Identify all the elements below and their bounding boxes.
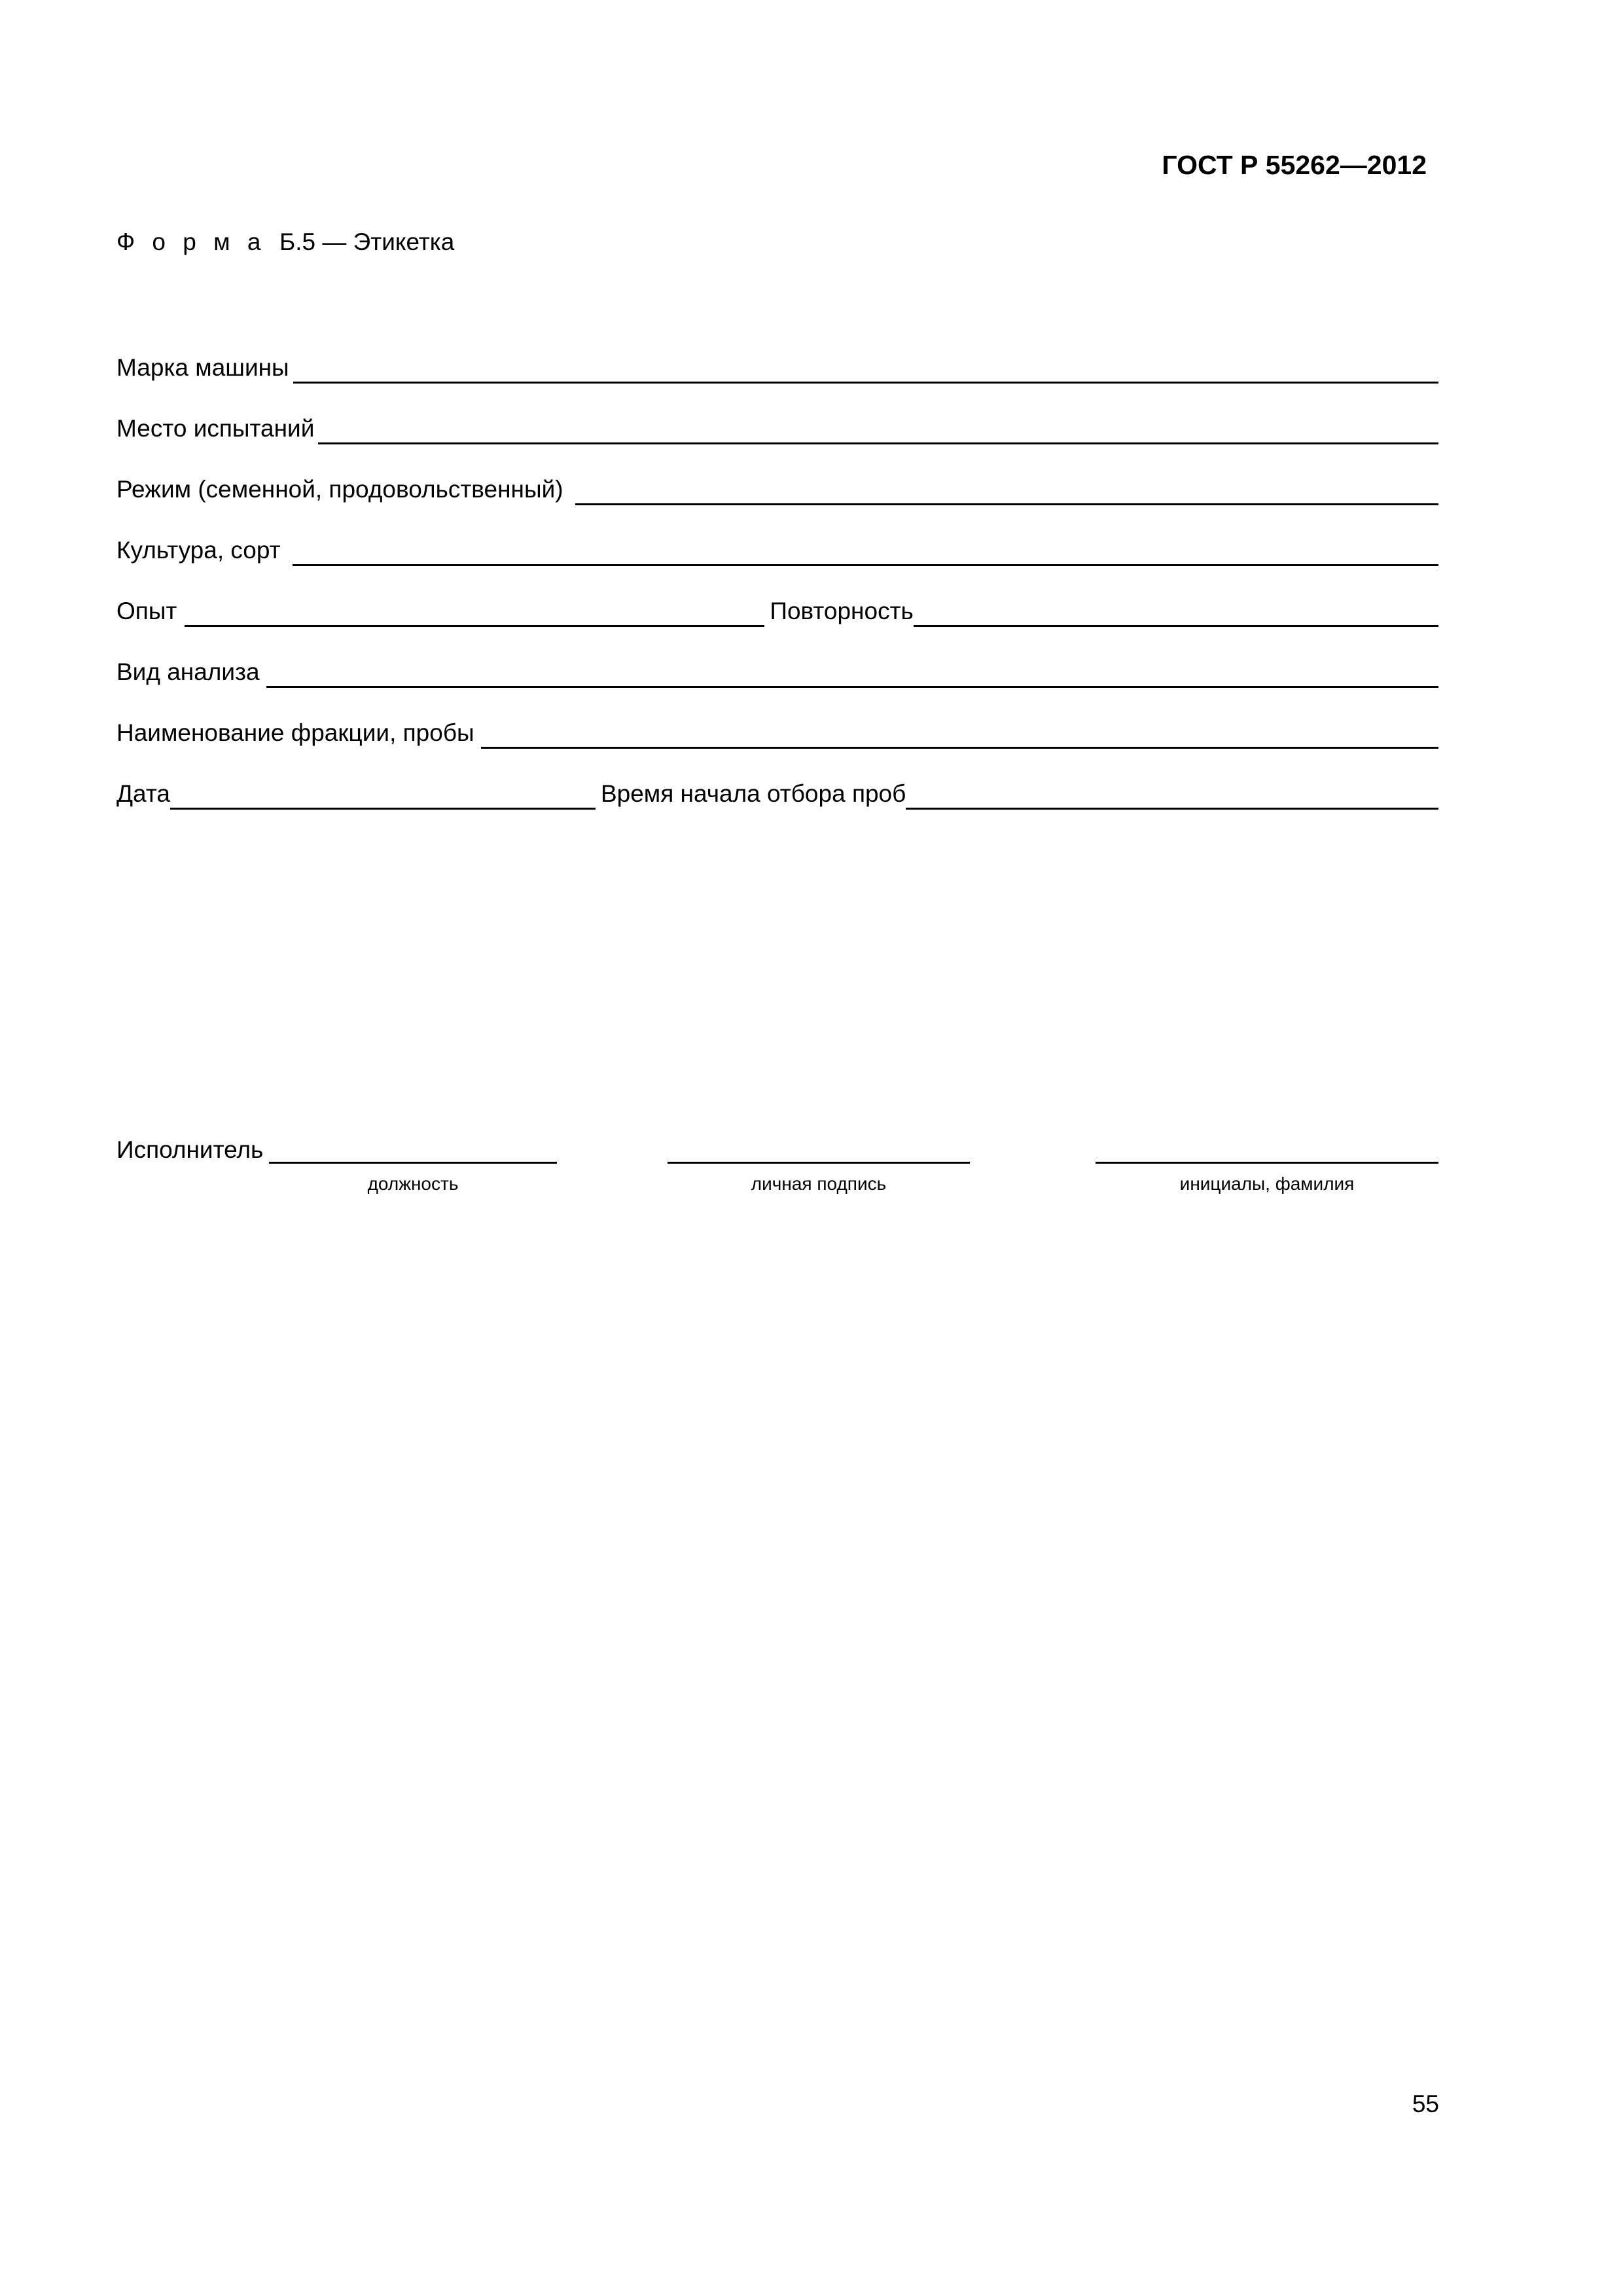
field-row-test-site — [116, 414, 1438, 444]
fraction-name-label: Наименование фракции, пробы — [116, 719, 474, 746]
machine-brand-blank[interactable] — [293, 355, 1438, 384]
field-row-fraction-name — [116, 719, 1438, 749]
repetition-blank[interactable] — [914, 599, 1438, 627]
name-caption: инициалы, фамилия — [1179, 1174, 1355, 1194]
sampling-start-label: Время начала отбора проб — [600, 780, 906, 807]
field-row-mode — [116, 475, 1438, 505]
signature-line[interactable] — [668, 1162, 970, 1164]
crop-variety-label: Культура, сорт — [116, 537, 281, 564]
form-name: Б.5 — Этикетка — [279, 228, 455, 255]
experiment-blank[interactable] — [185, 599, 764, 627]
document-code: ГОСТ Р 55262—2012 — [1162, 150, 1427, 180]
field-row-crop-variety — [116, 536, 1438, 566]
field-row-analysis-type — [116, 658, 1438, 688]
fraction-name-blank[interactable] — [481, 721, 1438, 749]
machine-brand-label: Марка машины — [116, 354, 289, 381]
form-title — [116, 228, 454, 257]
crop-variety-blank[interactable] — [293, 538, 1438, 566]
analysis-type-blank[interactable] — [266, 660, 1438, 688]
page-number: 55 — [1412, 2090, 1439, 2117]
position-line[interactable] — [269, 1162, 557, 1164]
position-caption: должность — [367, 1174, 459, 1194]
field-row-machine-brand — [116, 353, 1438, 384]
date-label: Дата — [116, 780, 170, 807]
repetition-label: Повторность — [770, 598, 914, 624]
test-site-blank[interactable] — [318, 416, 1438, 444]
performer-label: Исполнитель — [116, 1136, 264, 1163]
sampling-start-blank[interactable] — [906, 781, 1438, 810]
test-site-label: Место испытаний — [116, 415, 315, 442]
field-row-date — [116, 780, 1438, 810]
signature-block — [116, 1136, 1438, 1214]
signature-caption: личная подпись — [751, 1174, 887, 1194]
name-line[interactable] — [1096, 1162, 1438, 1164]
mode-blank[interactable] — [575, 477, 1438, 505]
form-prefix: Ф о р м а — [116, 228, 266, 255]
field-row-experiment — [116, 597, 1438, 627]
analysis-type-label: Вид анализа — [116, 658, 260, 685]
date-blank[interactable] — [170, 781, 596, 810]
experiment-label: Опыт — [116, 598, 177, 624]
mode-label: Режим (семенной, продовольственный) — [116, 476, 563, 503]
